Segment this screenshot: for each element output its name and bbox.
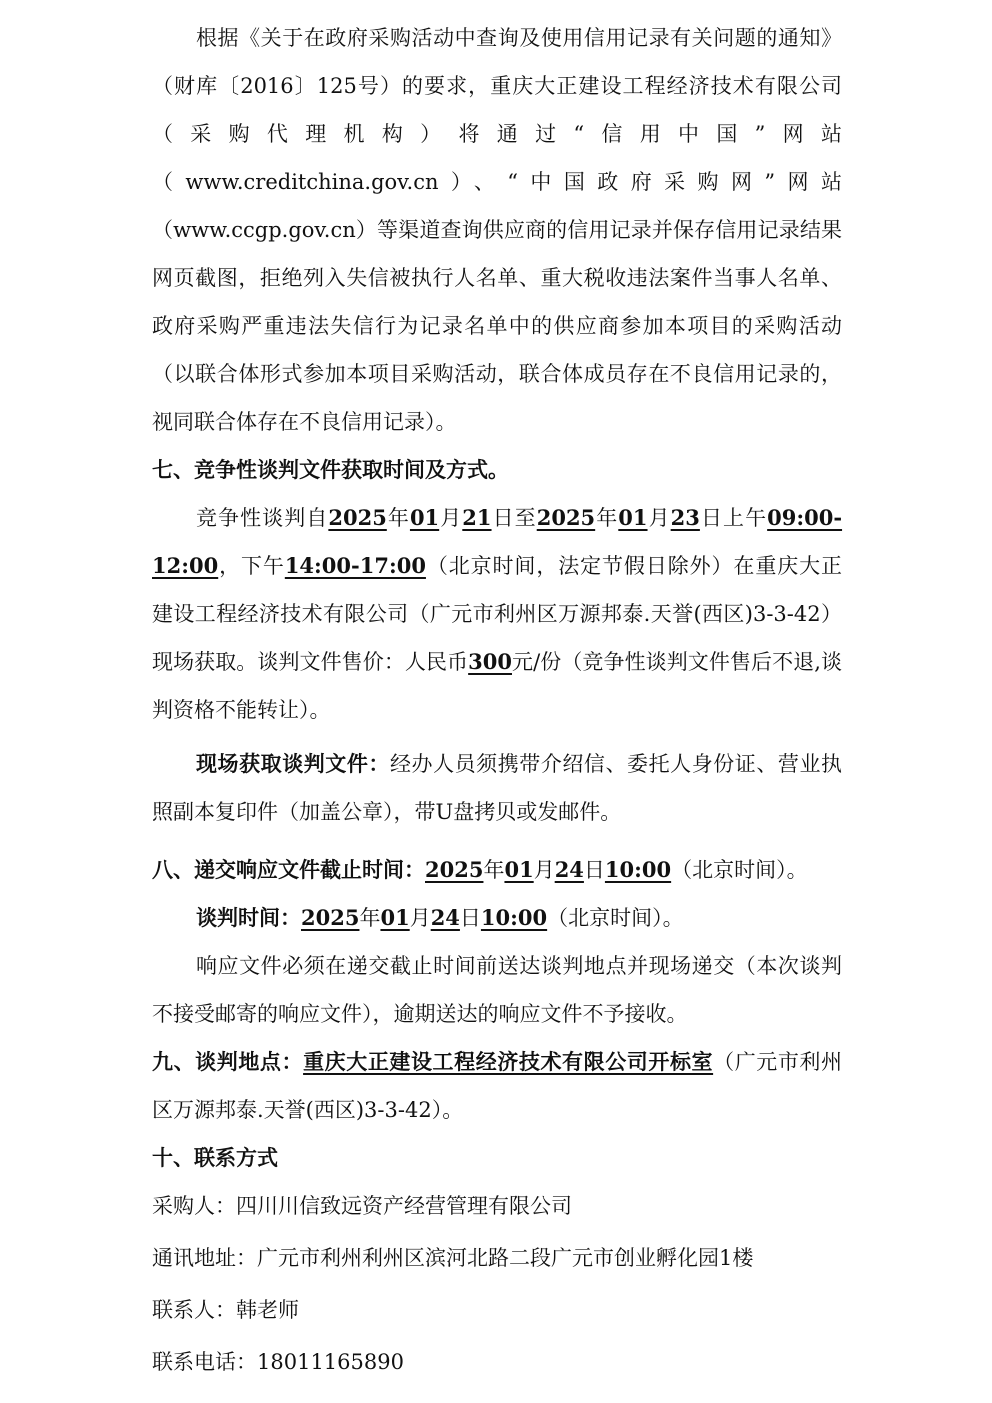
- end-year: 2025: [536, 505, 596, 530]
- deadline-year: 2025: [425, 857, 484, 882]
- deadline-time: 10:00: [604, 857, 672, 882]
- start-day: 21: [462, 505, 492, 530]
- purchaser-line: 采购人：四川川信致远资产经营管理有限公司: [152, 1194, 572, 1218]
- text-segment: 日至: [491, 506, 537, 530]
- text-segment: 年: [359, 906, 381, 930]
- afternoon-time: 14:00-17:00: [284, 553, 426, 578]
- deadline-month: 01: [504, 857, 534, 882]
- text-segment: 竞争性谈判自: [196, 506, 329, 530]
- section-8-heading: 八、递交响应文件截止时间：: [152, 857, 425, 882]
- onsite-acquisition-paragraph: [152, 740, 842, 836]
- place-address: （广元市利州区万源邦泰.天誉(西区)3-3-42）。: [152, 1050, 843, 1122]
- section-10-heading: 十、联系方式: [152, 1145, 278, 1170]
- onsite-label: 现场获取谈判文件：: [196, 751, 390, 776]
- text-segment: 月: [439, 506, 463, 530]
- negotiation-month: 01: [380, 905, 410, 930]
- text-segment: 日: [583, 858, 605, 882]
- section-8-deadline: [152, 846, 842, 894]
- section-7-heading: 七、竞争性谈判文件获取时间及方式。: [152, 457, 509, 482]
- negotiation-year: 2025: [301, 905, 360, 930]
- negotiation-place: 重庆大正建设工程经济技术有限公司开标室: [303, 1049, 714, 1074]
- start-year: 2025: [328, 505, 387, 530]
- text-segment: 日: [459, 906, 481, 930]
- section-9-heading: 九、谈判地点：: [152, 1049, 304, 1074]
- negotiation-label: 谈判时间：: [196, 905, 301, 930]
- deadline-day: 24: [554, 857, 584, 882]
- text-segment: 月: [647, 506, 671, 530]
- document-price: 300: [468, 649, 512, 674]
- end-day: 23: [670, 505, 700, 530]
- text-segment: 元/份（竞争性谈判文件售后不退,谈判资格不能转让）。: [152, 650, 843, 722]
- negotiation-day: 24: [430, 905, 460, 930]
- text-segment: （北京时间）。: [671, 858, 808, 882]
- phone-line: 联系电话：18011165890: [152, 1350, 404, 1374]
- text-segment: 月: [409, 906, 431, 930]
- text-segment: 月: [533, 858, 555, 882]
- start-month: 01: [409, 505, 440, 530]
- document-page: [152, 14, 842, 1390]
- end-month: 01: [618, 505, 648, 530]
- submission-note: 响应文件必须在递交截止时间前送达谈判地点并现场递交（本次谈判不接受邮寄的响应文件），逾期送达的响应文件不予接收。: [152, 954, 842, 1026]
- section-9-place: [152, 1038, 842, 1134]
- section-7-acquisition-paragraph: [152, 494, 842, 734]
- onsite-text: 经办人员须携带介绍信、委托人身份证、营业执照副本复印件（加盖公章），带U盘拷贝或发邮件。: [152, 752, 843, 824]
- text-segment: 年: [386, 506, 410, 530]
- text-segment: 日上午: [699, 506, 768, 530]
- text-segment: （北京时间，法定节假日除外）在重庆大正建设工程经济技术有限公司（广元市利州区万源邦泰.天誉(西区)3-3-42）现场获取。谈判文件售价：人民币: [152, 554, 843, 674]
- text-segment: （北京时间）。: [547, 906, 684, 930]
- contact-person-line: 联系人：韩老师: [152, 1298, 299, 1322]
- morning-time: 09:00-12:00: [152, 505, 843, 578]
- text-segment: 年: [595, 506, 619, 530]
- text-segment: ，下午: [218, 554, 285, 578]
- negotiation-clock: 10:00: [480, 905, 548, 930]
- credit-record-paragraph: 根据《关于在政府采购活动中查询及使用信用记录有关问题的通知》（财库〔2016〕125号）的要求，重庆大正建设工程经济技术有限公司（采购代理机构）将通过“信用中国”网站（www.creditchina.gov.cn）、“中国政府采购网”网站（www.ccgp.gov.cn）等渠道查询供应商的信用记录并保存信用记录结果网页截图，拒绝列入失信被执行人名单、重大税收违法案件当事人名单、政府采购严重违法失信行为记录名单中的供应商参加本项目的采购活动（以联合体形式参加本项目采购活动，联合体成员存在不良信用记录的，视同联合体存在不良信用记录）。: [152, 26, 842, 434]
- address-line: 通讯地址：广元市利州利州区滨河北路二段广元市创业孵化园1楼: [152, 1246, 754, 1270]
- negotiation-time: [152, 894, 842, 942]
- text-segment: 年: [483, 858, 505, 882]
